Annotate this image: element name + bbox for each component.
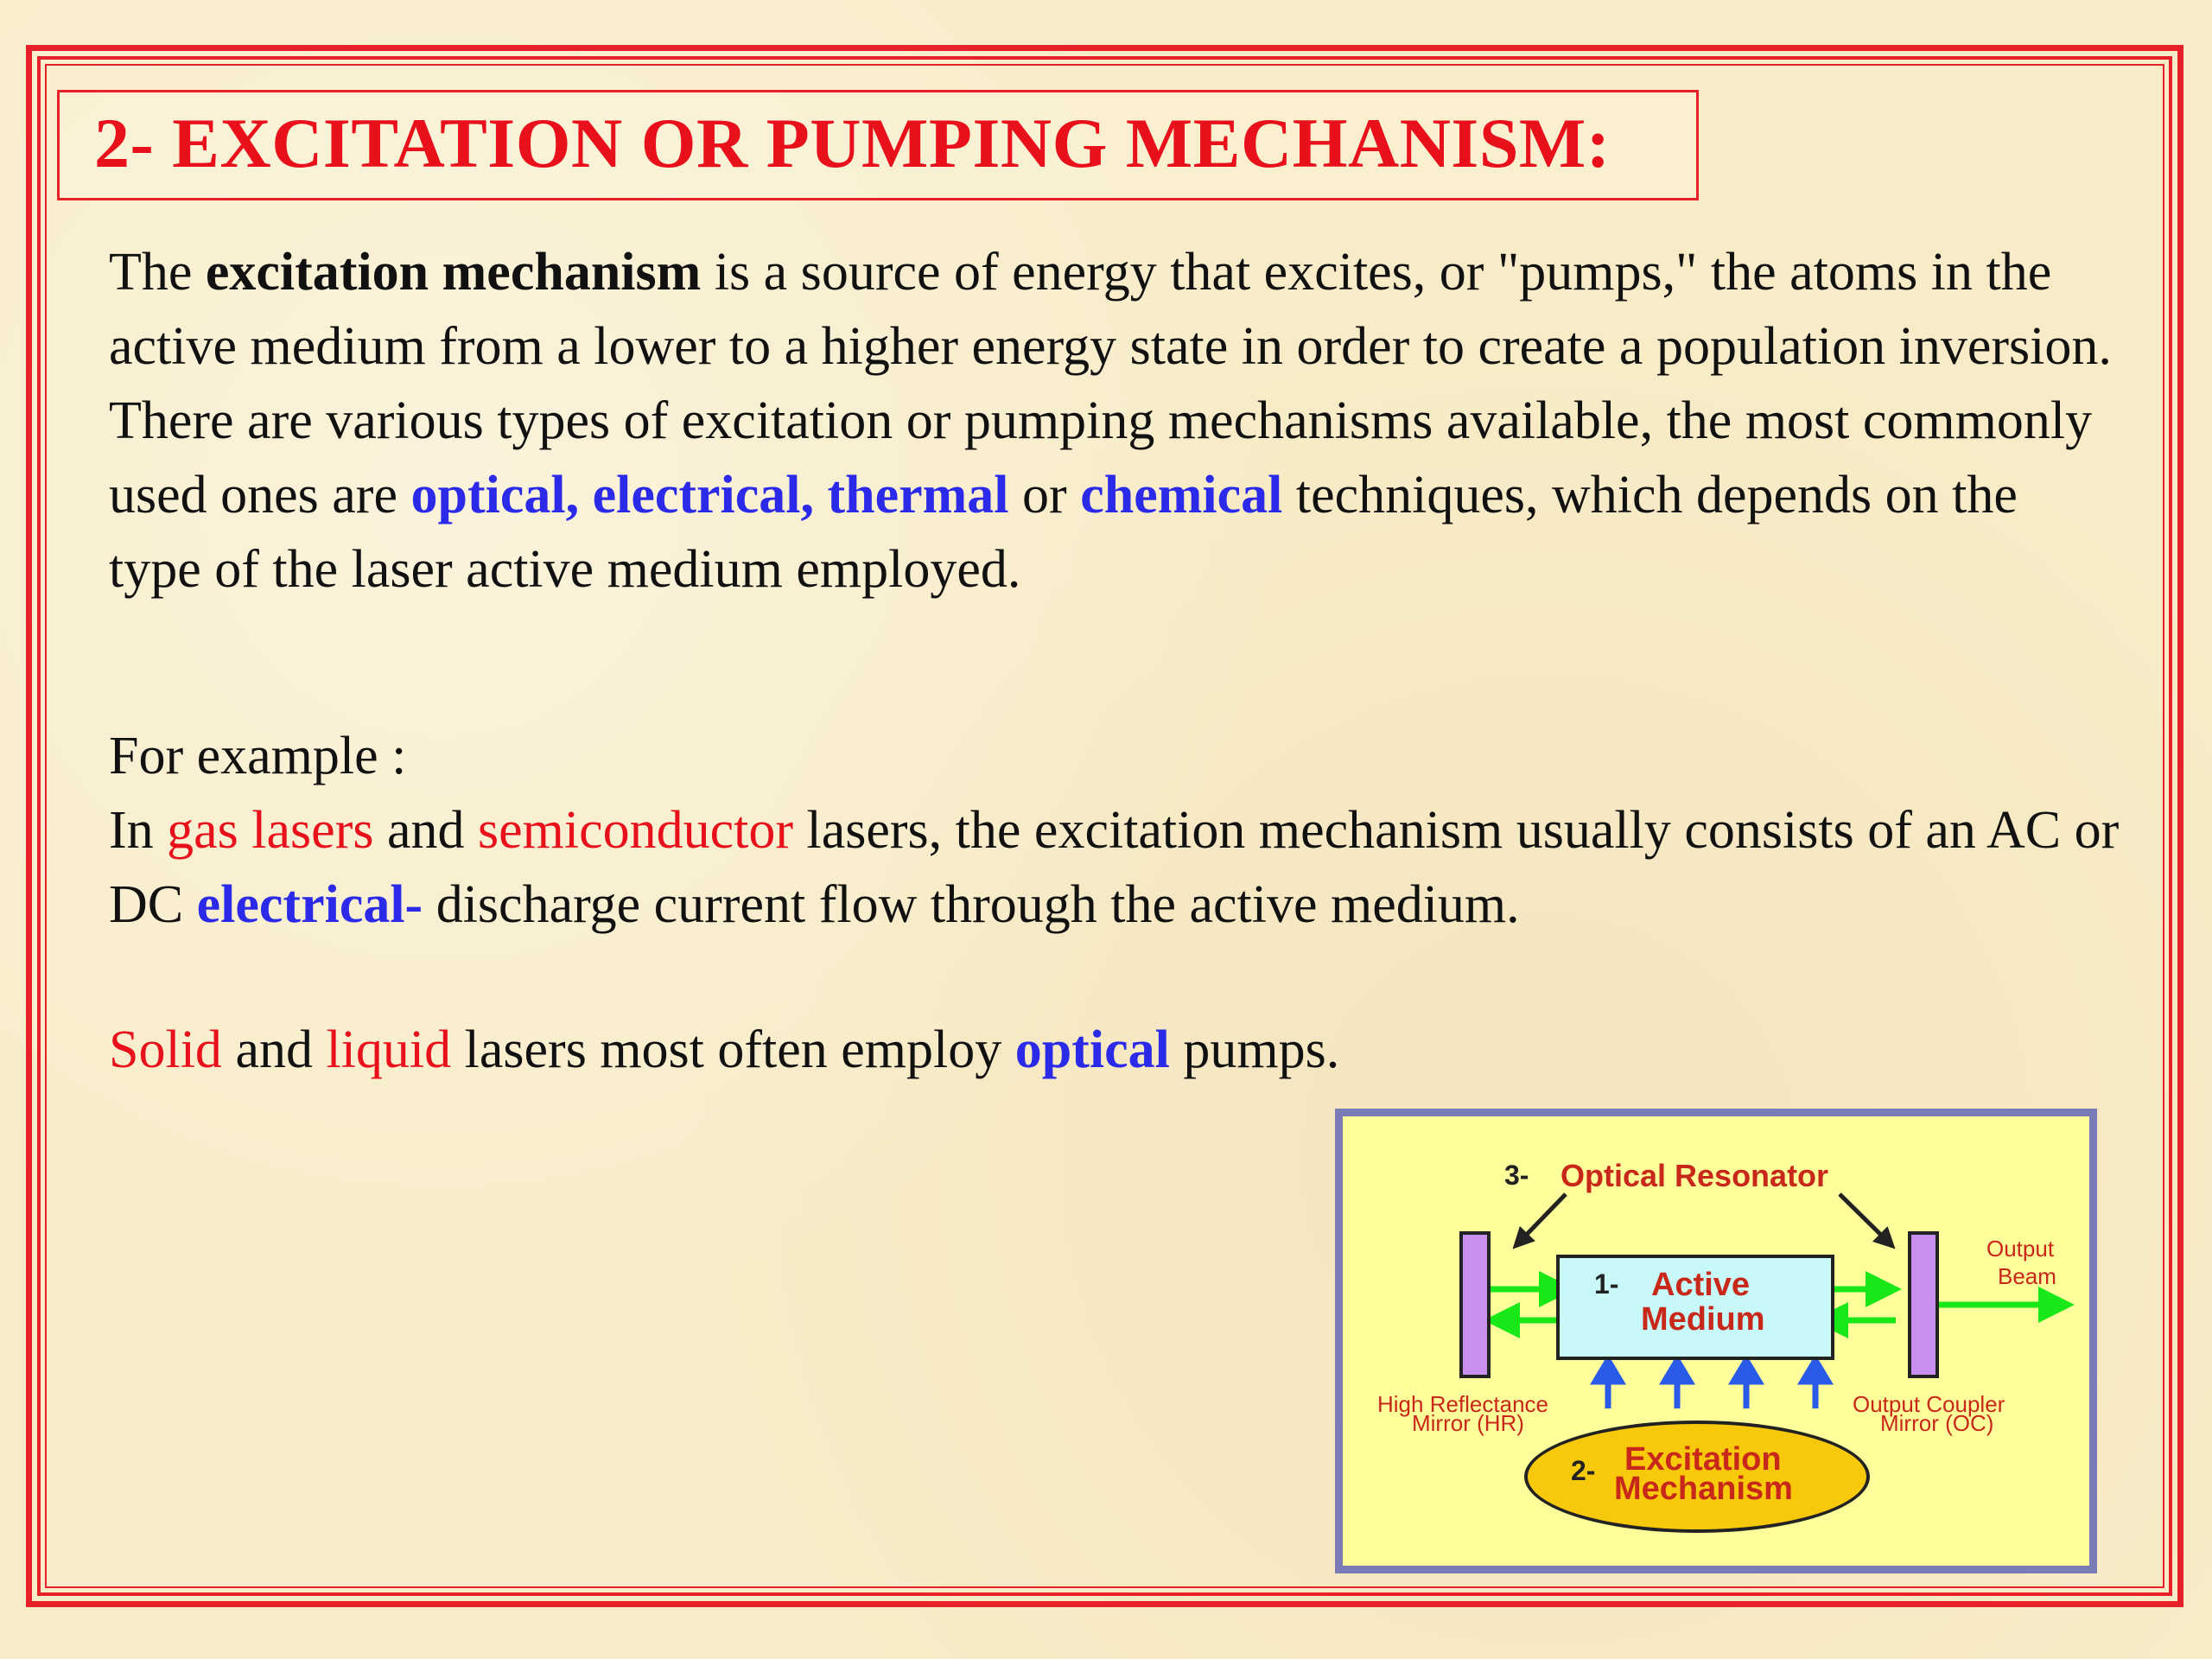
electrical-highlight: electrical- [196, 875, 423, 934]
para3-text-middle: lasers, the excitation mechanism usually consists of an AC or DC [109, 801, 2120, 934]
para4-text-middle: lasers most often employ [451, 1020, 1015, 1079]
resonator-label: Optical Resonator [1560, 1158, 1829, 1193]
excitation-label-line1: Excitation [1624, 1441, 1782, 1478]
active-medium-label-line2: Medium [1641, 1301, 1765, 1338]
excitation-mechanism-oval [1524, 1421, 1870, 1533]
active-medium-box [1556, 1255, 1834, 1360]
title-box [57, 90, 1699, 200]
resonator-number: 3- [1504, 1160, 1529, 1191]
oc-mirror [1908, 1231, 1939, 1378]
para3-and: and [373, 801, 478, 860]
para1-text-end: is a source of energy that excites, or "pumps," the atoms in the active medium from a lower to a higher energy state in order to create a population inversion. [109, 243, 2112, 376]
slide-title: 2- EXCITATION OR PUMPING MECHANISM: [94, 104, 1611, 182]
active-medium-label-line1: Active [1651, 1267, 1751, 1303]
oc-mirror-label-line1: Output Coupler [1853, 1391, 2005, 1417]
resonator-arrow-left [1516, 1194, 1566, 1246]
gas-lasers-highlight: gas lasers [167, 801, 374, 860]
paragraph-solid-liquid [109, 1013, 2122, 1087]
para2-text-start: There are various types of excitation or pumping mechanisms available, the most commonly used ones are [109, 391, 2093, 524]
para2-or: or [1008, 466, 1081, 524]
term-excitation-mechanism: excitation mechanism [205, 243, 702, 302]
pumping-methods-highlight: optical, electrical, thermal [410, 466, 1009, 524]
semiconductor-highlight: semiconductor [478, 801, 794, 860]
para2-text-end: techniques, which depends on the type of the laser active medium employed. [109, 466, 2018, 599]
example-intro: For example : [109, 727, 407, 785]
liquid-highlight: liquid [326, 1020, 452, 1079]
chemical-highlight: chemical [1080, 466, 1283, 524]
para3-text-start: In [109, 801, 168, 860]
oc-mirror-label-line2: Mirror (OC) [1880, 1410, 1994, 1436]
excitation-label-line2: Mechanism [1614, 1471, 1793, 1507]
paragraph-example [109, 719, 2122, 942]
active-medium-number: 1- [1594, 1268, 1619, 1300]
optical-highlight: optical [1014, 1020, 1170, 1079]
output-beam-label-line2: Beam [1998, 1263, 2056, 1289]
para4-and: and [221, 1020, 327, 1079]
excitation-number: 2- [1571, 1455, 1596, 1486]
hr-mirror-label-line2: Mirror (HR) [1412, 1410, 1524, 1436]
resonator-arrow-right [1840, 1194, 1892, 1246]
para4-text-end: pumps. [1169, 1020, 1340, 1079]
laser-components-diagram [1335, 1109, 2097, 1573]
para3-text-end: discharge current flow through the active medium. [423, 875, 1520, 934]
output-beam-label-line1: Output [1986, 1236, 2055, 1262]
hr-mirror-label-line1: High Reflectance [1377, 1391, 1548, 1417]
paragraph-definition [109, 235, 2122, 607]
solid-highlight: Solid [109, 1020, 222, 1079]
para1-text-start: The [109, 243, 206, 302]
hr-mirror [1459, 1231, 1491, 1378]
